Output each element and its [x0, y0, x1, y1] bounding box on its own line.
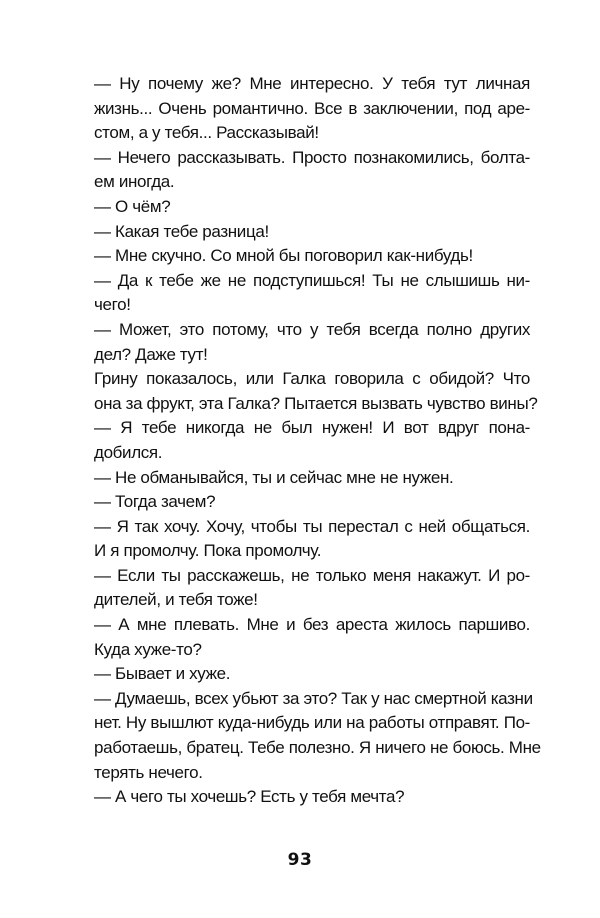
text-line: — Если ты расскажешь, не только меня накажут. И ро-: [94, 565, 530, 585]
paragraph: [72, 220, 530, 245]
text-line: — Какая тебе разница!: [94, 221, 269, 241]
paragraph: [72, 564, 530, 613]
text-line: дителей, и тебя тоже!: [94, 590, 258, 610]
text-line: жизнь... Очень романтично. Все в заключении, под аре-: [94, 98, 530, 118]
paragraph: [72, 367, 538, 416]
text-line: — Я тебе никогда не был нужен! И вот вдруг пона-: [94, 418, 530, 438]
paragraph: [72, 785, 530, 810]
text-line: — А чего ты хочешь? Есть у тебя мечта?: [94, 787, 405, 807]
text-line: ем иногда.: [94, 172, 175, 192]
page-body-text: [72, 72, 541, 810]
text-line: дел? Даже тут!: [94, 344, 208, 364]
paragraph: [72, 318, 530, 367]
paragraph: [72, 613, 530, 662]
text-line: — Мне скучно. Со мной бы поговорил как-нибудь!: [94, 246, 473, 266]
text-line: И я промолчу. Пока промолчу.: [94, 541, 322, 561]
paragraph: [72, 195, 530, 220]
text-line: Грину показалось, или Галка говорила с обидой? Что: [94, 369, 530, 389]
text-line: — Может, это потому, что у тебя всегда полно других: [94, 319, 530, 339]
text-line: — А мне плевать. Мне и без ареста жилось паршиво.: [94, 615, 530, 635]
text-line: — Ну почему же? Мне интересно. У тебя тут личная: [94, 74, 530, 93]
paragraph: [72, 244, 530, 269]
text-line: — Да к тебе же не подступишься! Ты не слышишь ни-: [94, 270, 530, 290]
paragraph: [72, 687, 541, 785]
paragraph: [72, 515, 530, 564]
text-line: — Думаешь, всех убьют за это? Так у нас смертной казни: [94, 688, 533, 708]
paragraph: [72, 466, 530, 491]
text-line: — Нечего рассказывать. Просто познакомились, болта-: [94, 147, 530, 167]
text-line: она за фрукт, эта Галка? Пытается вызвать чувство вины?: [94, 393, 538, 413]
text-line: — Бывает и хуже.: [94, 664, 231, 684]
text-line: нет. Ну вышлют куда-нибудь или на работы отправят. По-: [94, 713, 530, 733]
text-line: — Тогда зачем?: [94, 492, 216, 512]
text-line: чего!: [94, 295, 131, 315]
text-line: Куда хуже-то?: [94, 639, 202, 659]
page-number: 93: [287, 850, 313, 870]
paragraph: [72, 416, 530, 465]
paragraph: [72, 72, 530, 146]
paragraph: [72, 269, 530, 318]
text-line: добился.: [94, 442, 163, 462]
text-line: — Не обманывайся, ты и сейчас мне не нужен.: [94, 467, 454, 487]
text-line: — О чём?: [94, 196, 171, 216]
text-line: стом, а у тебя... Рассказывай!: [94, 123, 319, 143]
text-line: — Я так хочу. Хочу, чтобы ты перестал с ней общаться.: [94, 516, 530, 536]
paragraph: [72, 146, 530, 195]
paragraph: [72, 490, 530, 515]
paragraph: [72, 662, 530, 687]
text-line: работаешь, братец. Тебе полезно. Я ничего не боюсь. Мне: [94, 738, 541, 758]
text-line: терять нечего.: [94, 762, 203, 782]
